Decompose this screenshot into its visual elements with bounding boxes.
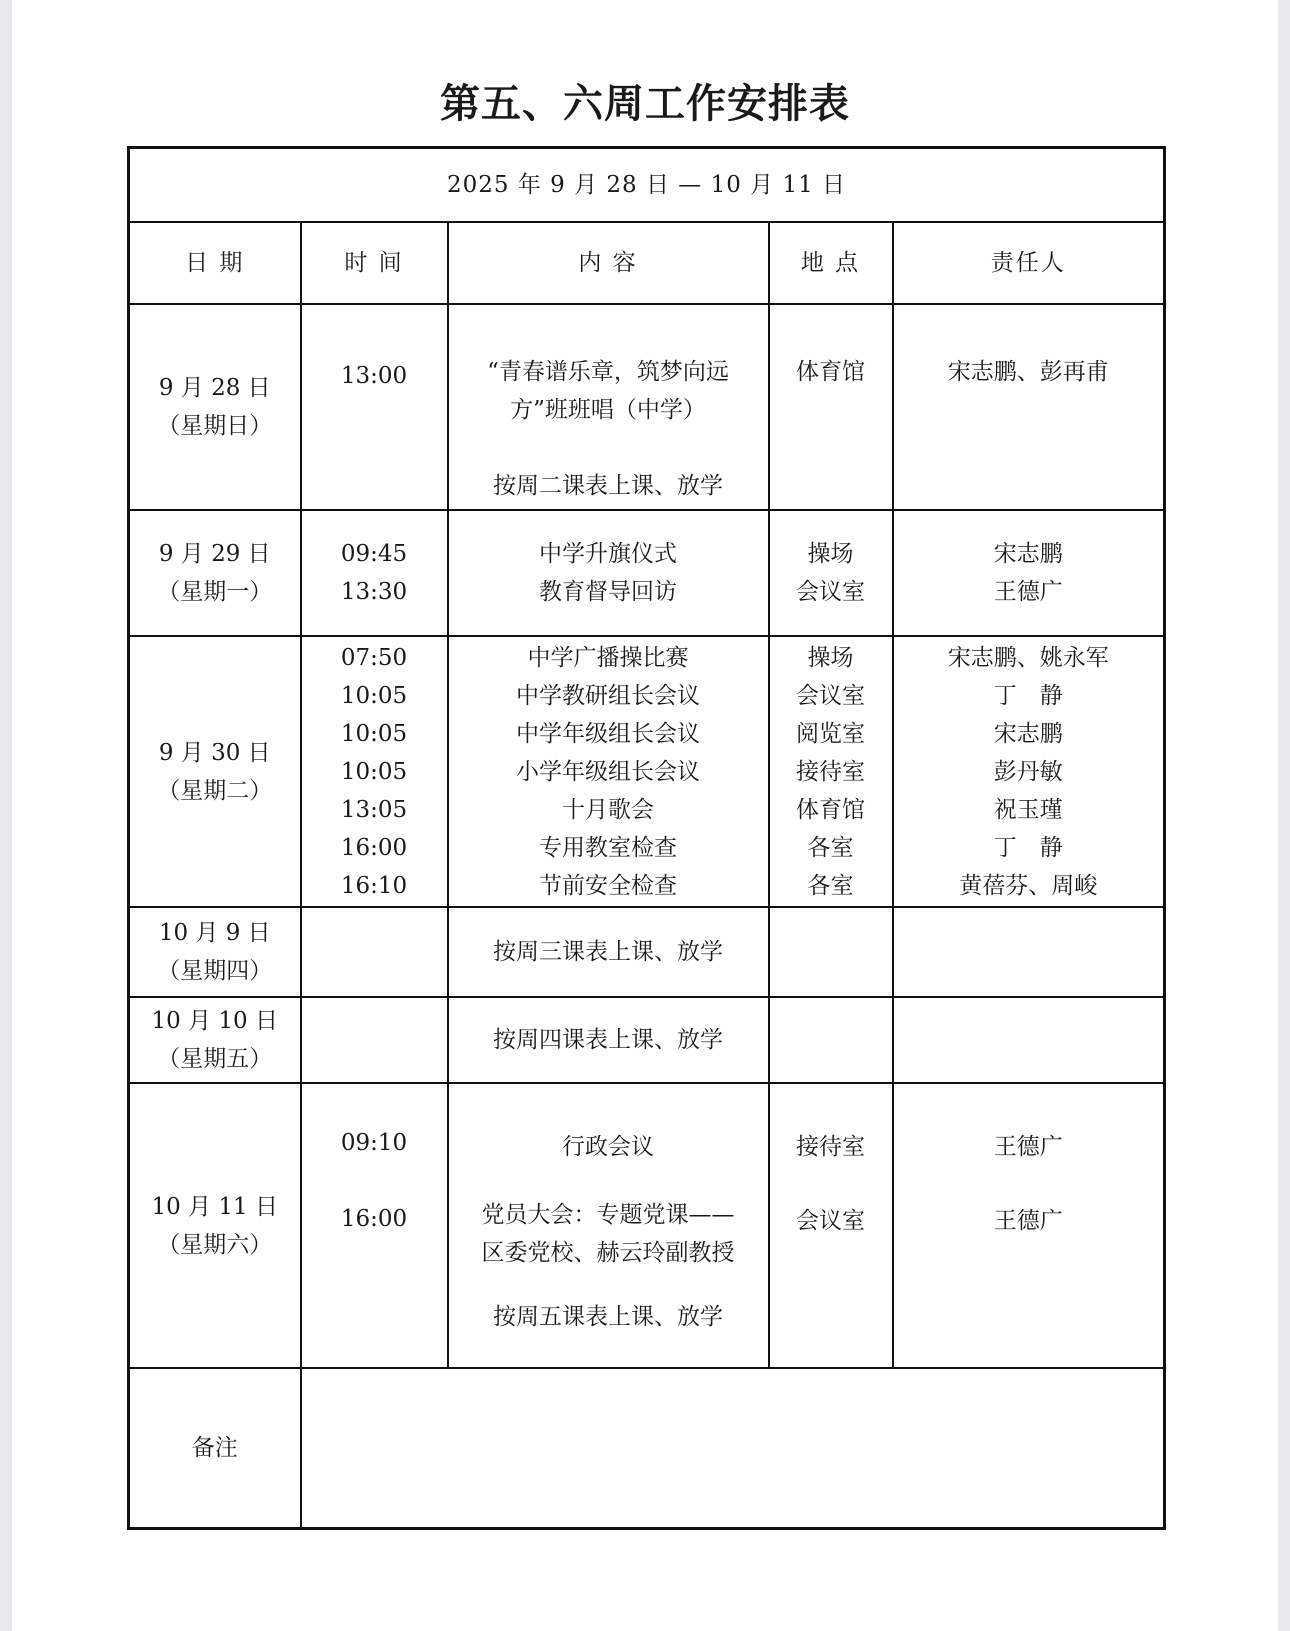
table-row xyxy=(129,997,1165,1083)
content-text xyxy=(449,429,768,467)
date-text: 10 月 9 日 xyxy=(158,920,271,946)
schedule-table xyxy=(127,146,1166,1530)
header-date: 日 期 xyxy=(129,222,301,304)
content-text: 区委党校、赫云玲副教授 xyxy=(481,1240,735,1267)
place-text: 接待室 xyxy=(796,1134,865,1161)
remarks-text xyxy=(301,1368,1165,1528)
time-cell xyxy=(301,636,448,907)
place-text: 操场 xyxy=(807,541,854,568)
date-cell xyxy=(129,510,301,636)
person-cell xyxy=(893,907,1165,997)
weekday-text: （星期四） xyxy=(157,958,273,984)
content-text: 中学教研组长会议 xyxy=(516,682,700,709)
person-cell xyxy=(893,510,1165,636)
content-cell xyxy=(448,636,769,907)
place-text: 体育馆 xyxy=(796,359,865,386)
date-text: 9 月 28 日 xyxy=(158,375,271,402)
page-title: 第五、六周工作安排表 xyxy=(440,81,850,127)
header-row xyxy=(129,222,1165,304)
content-text: “青春谱乐章，筑梦向远 xyxy=(487,359,729,386)
person-text: 王德广 xyxy=(993,1134,1063,1161)
date-cell xyxy=(129,907,301,997)
place-text: 会议室 xyxy=(796,579,865,606)
time-cell xyxy=(301,1083,448,1368)
content-text: 按周三课表上课、放学 xyxy=(493,939,723,965)
person-cell xyxy=(893,636,1165,907)
place-text: 阅览室 xyxy=(796,720,865,747)
document-page xyxy=(12,0,1278,1631)
date-cell xyxy=(129,1083,301,1368)
weekday-text: （星期五） xyxy=(157,1046,273,1073)
content-cell xyxy=(448,1083,769,1368)
person-cell xyxy=(893,997,1165,1083)
content-text: 中学年级组长会议 xyxy=(516,720,700,747)
weekday-text: （星期二） xyxy=(157,777,273,804)
time-cell xyxy=(301,304,448,510)
spacer xyxy=(770,1166,892,1202)
time-text: 09:45 xyxy=(340,541,408,568)
time-text: 16:10 xyxy=(340,872,408,899)
time-text: 13:05 xyxy=(340,796,408,823)
date-text: 10 月 10 日 xyxy=(151,1008,278,1035)
person-cell xyxy=(893,304,1165,510)
date-text: 9 月 30 日 xyxy=(158,739,271,766)
content-text: 十月歌会 xyxy=(562,796,654,823)
time-text: 10:05 xyxy=(340,720,408,747)
content-text: 小学年级组长会议 xyxy=(516,758,700,785)
person-text: 宋志鹏 xyxy=(993,541,1063,568)
person-text: 黄蓓芬、周峻 xyxy=(959,872,1098,899)
header-place: 地 点 xyxy=(769,222,893,304)
content-text: 方”班班唱（中学） xyxy=(510,397,706,424)
time-text: 07:50 xyxy=(340,644,408,671)
place-text: 会议室 xyxy=(796,682,865,709)
person-text: 宋志鹏 xyxy=(993,720,1063,747)
place-cell xyxy=(769,304,893,510)
date-text: 10 月 11 日 xyxy=(151,1193,278,1220)
content-text: 行政会议 xyxy=(562,1134,654,1161)
place-text: 接待室 xyxy=(796,758,865,785)
place-text: 体育馆 xyxy=(796,796,865,823)
content-text: 节前安全检查 xyxy=(539,872,677,899)
weekday-text: （星期日） xyxy=(157,413,273,440)
spacer xyxy=(449,1272,768,1298)
content-cell xyxy=(448,304,769,510)
table-row xyxy=(129,1083,1165,1368)
date-cell xyxy=(129,997,301,1083)
person-text: 丁 静 xyxy=(993,834,1063,861)
spacer xyxy=(894,1166,1164,1202)
time-text: 13:00 xyxy=(340,363,408,390)
time-cell xyxy=(301,510,448,636)
table-row xyxy=(129,510,1165,636)
person-text: 祝玉瑾 xyxy=(993,796,1063,823)
place-cell xyxy=(769,907,893,997)
content-text: 中学升旗仪式 xyxy=(539,541,677,568)
remarks-label: 备注 xyxy=(129,1368,301,1528)
place-text: 会议室 xyxy=(796,1208,865,1235)
remarks-row xyxy=(129,1368,1165,1528)
weekday-text: （星期一） xyxy=(157,579,273,606)
date-range: 2025 年 9 月 28 日 — 10 月 11 日 xyxy=(129,148,1165,223)
content-cell xyxy=(448,907,769,997)
time-text: 10:05 xyxy=(340,758,408,785)
content-cell xyxy=(448,510,769,636)
content-text: 党员大会：专题党课—— xyxy=(481,1202,735,1229)
place-cell xyxy=(769,997,893,1083)
time-text: 13:30 xyxy=(340,579,408,606)
person-text: 王德广 xyxy=(993,579,1063,606)
time-text: 10:05 xyxy=(340,682,408,709)
time-text: 09:10 xyxy=(340,1130,408,1157)
spacer xyxy=(302,1162,447,1200)
time-text: 16:00 xyxy=(340,1206,408,1233)
person-text: 宋志鹏、姚永军 xyxy=(947,644,1109,671)
content-cell xyxy=(448,997,769,1083)
content-text: 按周四课表上课、放学 xyxy=(493,1027,723,1054)
place-text: 各室 xyxy=(807,872,854,899)
date-text: 9 月 29 日 xyxy=(158,541,271,568)
place-text: 各室 xyxy=(807,834,854,861)
time-cell xyxy=(301,907,448,997)
table-row xyxy=(129,304,1165,510)
person-text: 丁 静 xyxy=(993,682,1063,709)
date-cell xyxy=(129,636,301,907)
content-text: 专用教室检查 xyxy=(539,834,677,861)
place-cell xyxy=(769,510,893,636)
person-text: 彭丹敏 xyxy=(993,758,1063,785)
time-cell xyxy=(301,997,448,1083)
header-time: 时 间 xyxy=(301,222,448,304)
weekday-text: （星期六） xyxy=(157,1231,273,1258)
person-text: 王德广 xyxy=(993,1208,1063,1235)
header-content: 内 容 xyxy=(448,222,769,304)
date-range-row xyxy=(129,148,1165,223)
content-text: 教育督导回访 xyxy=(539,579,677,606)
content-text: 中学广播操比赛 xyxy=(527,644,689,671)
date-cell xyxy=(129,304,301,510)
place-text: 操场 xyxy=(807,644,854,671)
content-text: 按周二课表上课、放学 xyxy=(493,473,723,500)
table-row xyxy=(129,907,1165,997)
place-cell xyxy=(769,636,893,907)
person-cell xyxy=(893,1083,1165,1368)
header-person: 责任人 xyxy=(893,222,1165,304)
content-text: 按周五课表上课、放学 xyxy=(493,1304,723,1331)
table-row xyxy=(129,636,1165,907)
spacer xyxy=(449,1166,768,1196)
person-text: 宋志鹏、彭再甫 xyxy=(947,359,1109,386)
place-cell xyxy=(769,1083,893,1368)
time-text: 16:00 xyxy=(340,834,408,861)
